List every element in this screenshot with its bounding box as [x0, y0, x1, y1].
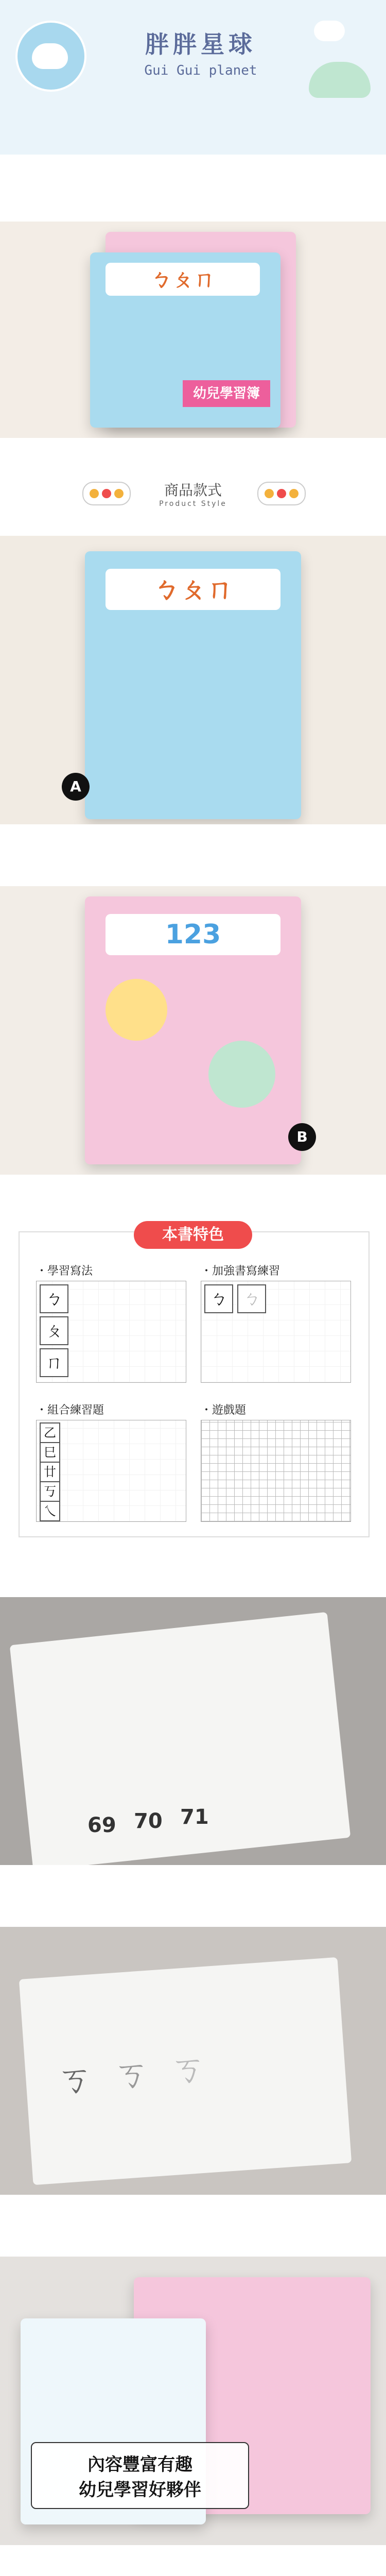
- symbol-cell: ㄇ: [40, 1348, 68, 1377]
- book-a-mark: A: [62, 773, 90, 801]
- feature-grid: [36, 1420, 186, 1522]
- feature-label: ・加強書寫練習: [201, 1265, 280, 1278]
- brand-name-en: Gui Gui planet: [144, 63, 257, 78]
- caption-line-2: 幼兒學習好夥伴: [79, 2480, 201, 2500]
- brand-header: [0, 0, 386, 155]
- caption-box: [31, 2442, 249, 2509]
- symbol-cell: 廿: [40, 1462, 60, 1482]
- features-header: 本書特色: [134, 1221, 252, 1249]
- workbook-photo-numbers: [0, 1597, 386, 1865]
- product-photo-main: [0, 222, 386, 438]
- brand-name-cn: 胖胖星球: [145, 30, 256, 58]
- symbol-cell: ㄎ: [170, 2048, 206, 2090]
- feature-panel-writing: [36, 1262, 190, 1386]
- style-chip-right: [257, 482, 306, 505]
- product-style-cn: 商品款式: [164, 482, 222, 499]
- number-cell: 70: [134, 1809, 163, 1833]
- product-style-title: [0, 479, 386, 508]
- book-a-cover-large: [85, 551, 301, 819]
- feature-panel-practice: [201, 1262, 355, 1386]
- decor-dot: [314, 21, 345, 41]
- feature-label: ・學習寫法: [36, 1265, 93, 1278]
- caption-photo: [0, 2257, 386, 2545]
- feature-grid: [201, 1281, 351, 1383]
- number-cell: 69: [87, 1814, 116, 1837]
- symbol-cell: ㄅ: [237, 1284, 266, 1313]
- symbol-cell: 乙: [40, 1422, 60, 1443]
- style-chip-left: [82, 482, 131, 505]
- symbol-cell: 乀: [40, 1501, 60, 1521]
- maze-grid: [201, 1420, 351, 1522]
- symbol-cell: ㄅ: [204, 1284, 233, 1313]
- book-a-title: ㄅㄆㄇ: [106, 263, 260, 296]
- features-section: [0, 1211, 386, 1546]
- symbol-cell: ㄎ: [113, 2053, 149, 2095]
- feature-label: ・組合練習題: [36, 1404, 104, 1417]
- workbook-photo-symbols: [0, 1927, 386, 2195]
- feature-grid: [36, 1281, 186, 1383]
- dino-mascot-icon: [309, 62, 371, 98]
- book-a-cover: [90, 252, 280, 428]
- book-a-title-large: ㄅㄆㄇ: [106, 569, 280, 610]
- symbol-cell: 丂: [40, 1481, 60, 1502]
- book-b-photo: [0, 886, 386, 1175]
- symbol-cell: 巳: [40, 1442, 60, 1463]
- brand-title: [93, 26, 309, 78]
- book-b-cover-large: [85, 896, 301, 1164]
- caption-line-1: 內容豐富有趣: [87, 2454, 192, 2475]
- number-blob: [106, 979, 167, 1041]
- number-blob-2: [208, 1041, 275, 1108]
- book-a-photo: [0, 536, 386, 824]
- symbol-cell: ㄆ: [40, 1316, 68, 1345]
- book-tag: 幼兒學習簿: [183, 380, 270, 407]
- feature-panel-combo: [36, 1401, 190, 1525]
- mascot-logo: [15, 21, 86, 92]
- feature-label: ・遊戲題: [201, 1404, 247, 1417]
- number-cell: 71: [180, 1805, 209, 1829]
- product-style-en: Product Style: [159, 500, 227, 508]
- book-b-title-large: 123: [106, 914, 280, 955]
- symbol-cell: ㄅ: [40, 1284, 68, 1313]
- symbol-cell: ㄎ: [57, 2058, 93, 2100]
- feature-panel-game: [201, 1401, 355, 1525]
- book-b-mark: B: [288, 1123, 316, 1151]
